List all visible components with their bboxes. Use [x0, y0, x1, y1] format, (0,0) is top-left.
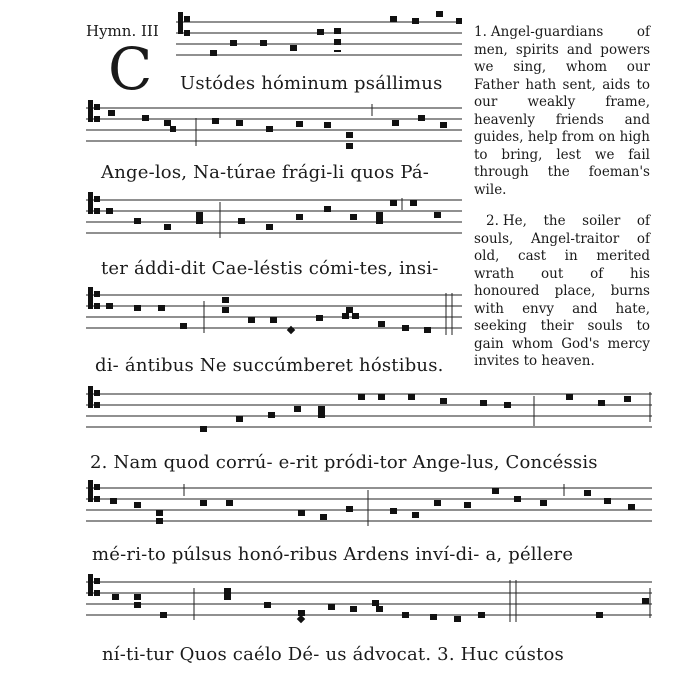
translation-verse-1	[474, 24, 650, 199]
lyric-line-2: Ange-los, Na-túrae frági-li quos Pá-	[101, 162, 430, 183]
lyric-line-5: 2. Nam quod corrú- e-rit pródi-tor Ange-lus, Concéssis	[90, 452, 598, 473]
lyric-line-4: di- ántibus Ne succúmberet hóstibus.	[95, 355, 444, 376]
hymn-number: Hymn. III	[86, 22, 159, 40]
chant-staff-3	[84, 188, 464, 250]
chant-staff-2	[84, 96, 464, 158]
initial-letter: C	[108, 35, 153, 103]
chant-staff-6	[84, 476, 654, 538]
lyric-line-3: ter áddi-dit Cae-léstis cómi-tes, insi-	[101, 258, 439, 279]
verse-number: 2.	[486, 213, 499, 229]
lyric-line-1: Ustódes hóminum psállimus	[180, 73, 443, 94]
translation-column	[474, 24, 650, 371]
lyric-line-7: ní-ti-tur Quos caélo Dé- us ádvocat. 3. Huc cústos	[102, 644, 564, 665]
chant-staff-4	[84, 283, 464, 345]
translation-verse-2	[474, 213, 650, 371]
lyric-line-6: mé-ri-to púlsus honó-ribus Ardens inví-di- a, péllere	[92, 544, 574, 565]
chant-staff-5	[84, 382, 654, 444]
chant-staff-7	[84, 570, 654, 632]
verse-text: He, the soiler of souls, Angel-traitor of old, cast in merited wrath out of his honoured place, burns with envy and hate, seeking their souls to gain whom God's mercy invites to heaven.	[474, 213, 650, 369]
chant-staff-1	[172, 10, 464, 72]
verse-number: 1.	[474, 24, 487, 40]
verse-text: Angel-guardians of men, spirits and powers we sing, whom our Father hath sent, aids to our weakly frame, heavenly friends and guides, help from on high to bring, lest we fail through the foeman's wile.	[474, 24, 650, 198]
